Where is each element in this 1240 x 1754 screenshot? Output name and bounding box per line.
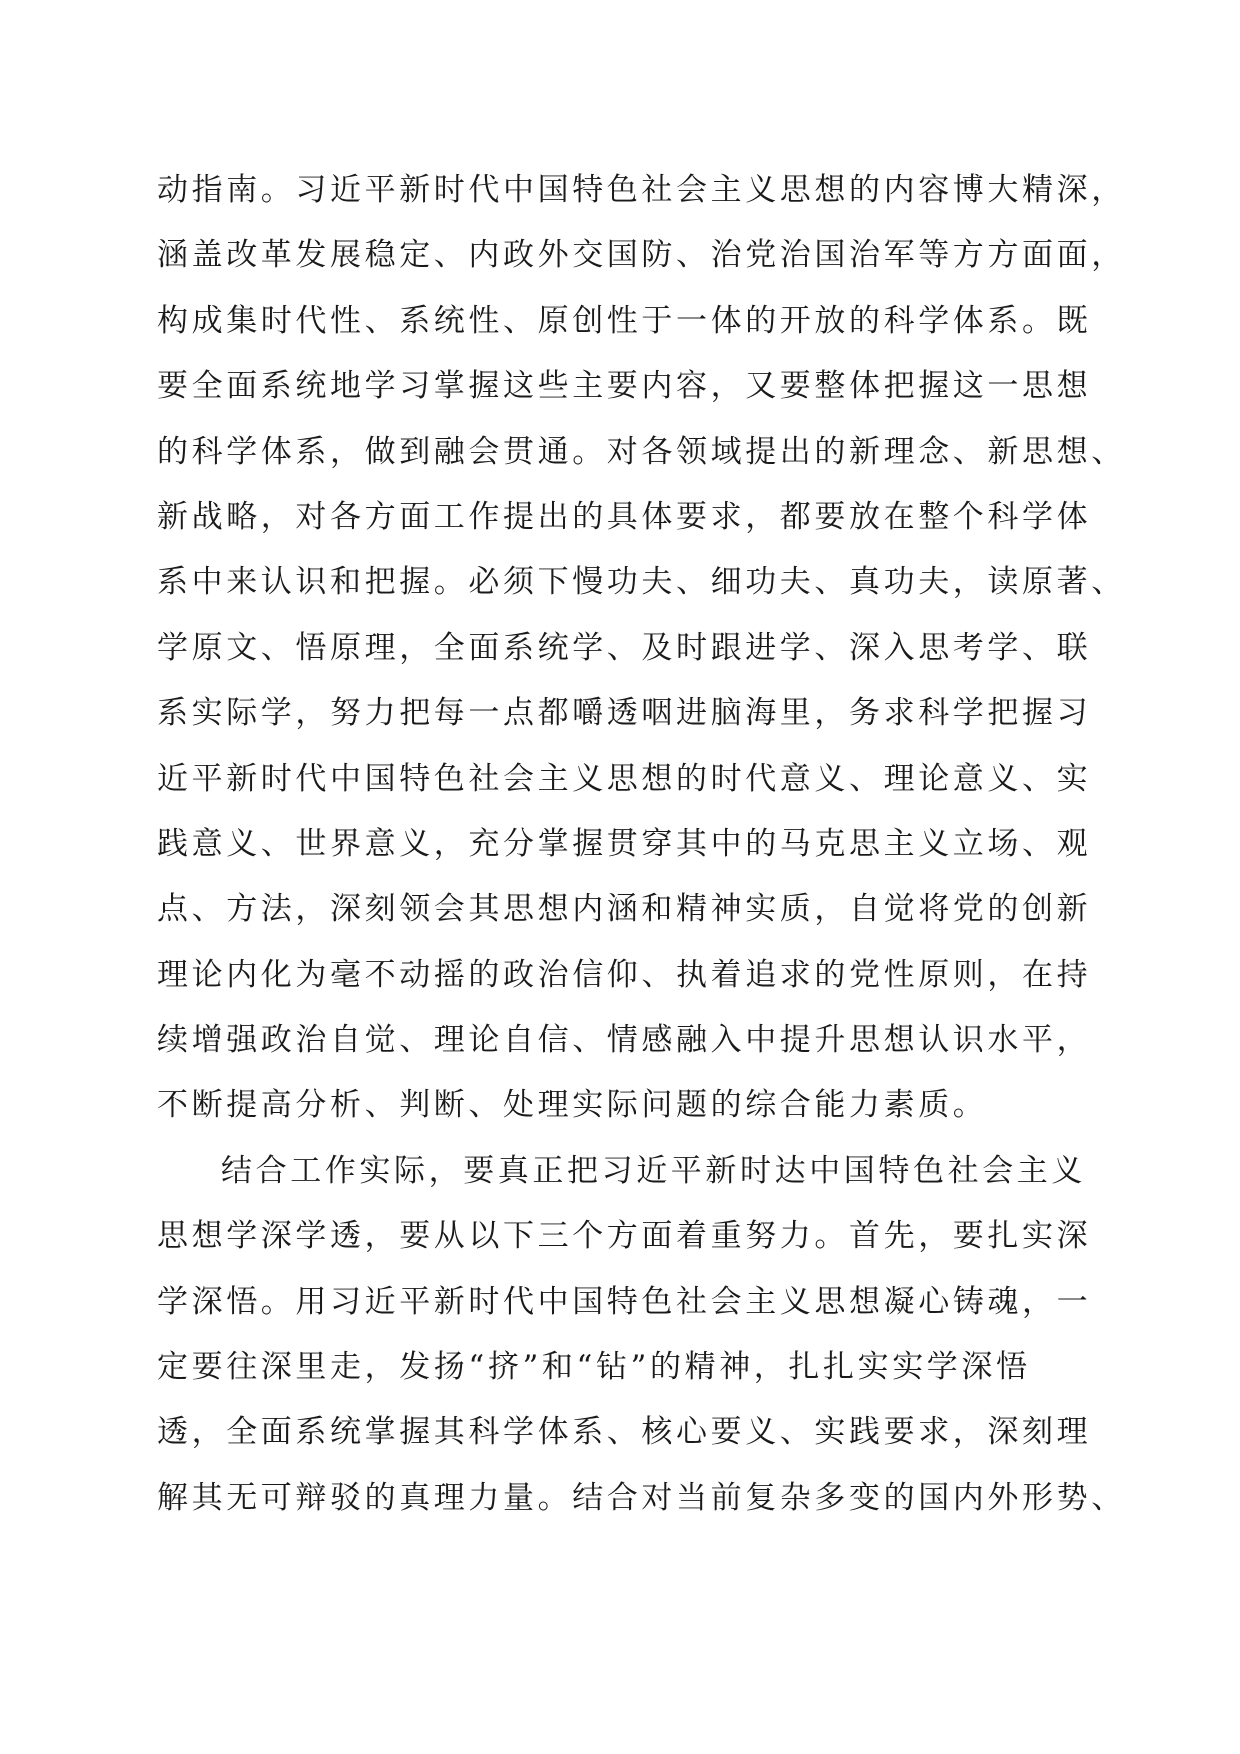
text-line: 构成集时代性、系统性、原创性于一体的开放的科学体系。既 <box>157 302 1092 339</box>
text-line: 践意义、世界意义，充分掌握贯穿其中的马克思主义立场、观 <box>157 825 1092 862</box>
text-line: 要全面系统地学习掌握这些主要内容，又要整体把握这一思想 <box>157 368 1092 405</box>
text-line: 系实际学，努力把每一点都嚼透咽进脑海里，务求科学把握习 <box>157 695 1092 732</box>
paragraph-2 <box>157 1139 1126 1531</box>
text-line: 的科学体系，做到融会贯通。对各领域提出的新理念、新思想、 <box>157 433 1126 470</box>
text-line: 理论内化为毫不动摇的政治信仰、执着追求的党性原则，在持 <box>157 956 1092 993</box>
body-text <box>157 158 1126 1531</box>
paragraph-1 <box>157 158 1126 1139</box>
text-line: 系中来认识和把握。必须下慢功夫、细功夫、真功夫，读原著、 <box>157 564 1126 601</box>
text-line: 点、方法，深刻领会其思想内涵和精神实质，自觉将党的创新 <box>157 891 1092 928</box>
text-line: 解其无可辩驳的真理力量。结合对当前复杂多变的国内外形势、 <box>157 1479 1126 1516</box>
text-line: 不断提高分析、判断、处理实际问题的综合能力素质。 <box>157 1087 988 1124</box>
text-line: 透，全面系统掌握其科学体系、核心要义、实践要求，深刻理 <box>157 1414 1092 1451</box>
text-line: 思想学深学透，要从以下三个方面着重努力。首先，要扎实深 <box>157 1218 1092 1255</box>
text-line: 涵盖改革发展稳定、内政外交国防、治党治国治军等方方面面， <box>157 237 1126 274</box>
text-line: 近平新时代中国特色社会主义思想的时代意义、理论意义、实 <box>157 760 1092 797</box>
text-line: 续增强政治自觉、理论自信、情感融入中提升思想认识水平， <box>157 1022 1092 1059</box>
text-line: 结合工作实际，要真正把习近平新时达中国特色社会主义 <box>221 1152 1086 1189</box>
text-line: 动指南。习近平新时代中国特色社会主义思想的内容博大精深， <box>157 172 1126 208</box>
text-line: 定要往深里走，发扬“挤”和“钻”的精神，扎扎实实学深悟 <box>157 1349 1031 1386</box>
text-line: 学原文、悟原理，全面系统学、及时跟进学、深入思考学、联 <box>157 629 1092 666</box>
text-line: 学深悟。用习近平新时代中国特色社会主义思想凝心铸魂，一 <box>157 1283 1092 1320</box>
text-line: 新战略，对各方面工作提出的具体要求，都要放在整个科学体 <box>157 498 1092 535</box>
